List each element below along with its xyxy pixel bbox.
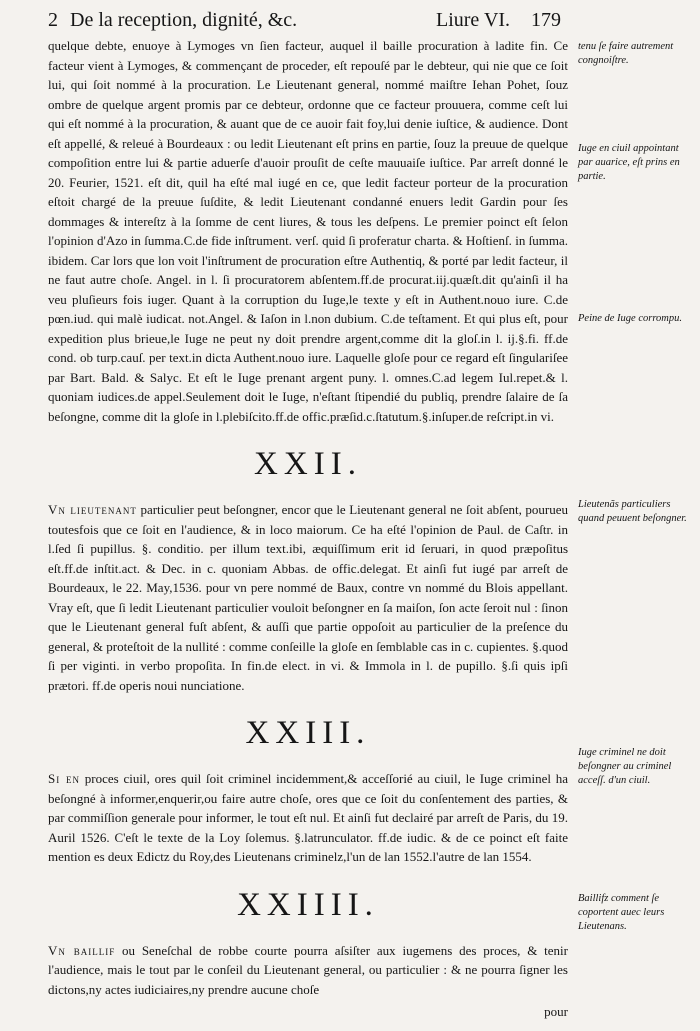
paragraph-3 — [48, 769, 568, 867]
paragraph-4-lead: Vn baillif — [48, 942, 116, 958]
section-heading-xxiiii: XXIIII. — [237, 886, 379, 923]
verso-page-number: 2 — [48, 9, 58, 31]
margin-note-5: Iuge criminel ne doit beſongner au criminel acceſſ. d'un ciuil. — [578, 747, 672, 786]
paragraph-2 — [48, 500, 568, 695]
paragraph-3-text: proces ciuil, ores quil ſoit criminel incidemment,& acceſſorié au ciuil, le Iuge criminel ha beſongné à informer,enquerir,ou faire autre choſe, ores que ce ſoit du conſentement des parties, & par commiſſion generale pour informer, le tout eſt nul. Et ainſi fut declairé par arreſt de Paris, du 19. Auril 1526. C'eſt le texte de la Loy ſolemus. §.latrunculator. ff.de iudic. & de ce poinct eſt faite mention es deux Edictz du Roy,des Lieutenans criminelz,l'un de lan 1552.l'autre de lan 1554. — [48, 771, 568, 864]
paragraph-4 — [48, 941, 568, 1000]
paragraph-3-lead: Si en — [48, 771, 80, 786]
margin-note-1: tenu ſe faire autrement congnoiſtre. — [578, 41, 674, 66]
page-header — [48, 6, 568, 34]
book-label: Liure VI. — [436, 9, 511, 31]
margin-note-3: Peine de Iuge corrompu. — [578, 313, 682, 324]
catchword: pour — [544, 1004, 568, 1019]
margin-note-6: Baillifz comment ſe coportent auec leurs Lieutenans. — [578, 893, 665, 932]
paragraph-4-text: ou Seneſchal de robbe courte pourra aſsiſter aux iugemens des proces, & tenir l'audience, mais le tout par le conſeil du Lieutenant general, ou particulier : & ne pourra ſigner les dictons,ny actes iudiciaires,ny prendre aucune choſe — [48, 942, 568, 997]
recto-page-number: 179 — [531, 9, 561, 31]
paragraph-2-lead: Vn lieutenant — [48, 502, 137, 517]
margin-notes — [578, 0, 696, 1031]
paragraph-2-text: particulier peut beſongner, encor que le Lieutenant general ne ſoit abſent, pourueu toutesfois que ce ſoit en l'audience, & in loco maiorum. Ce ha eſté l'opinion de Paul. de Caſtr. in l.ſed ſi pupillus. §. conditio. per illum text.ibi, æquiſſimum erit id ſeruari, in quod præpoſitus eſt.ff.de inſtit.act. & Dec. in c. quoniam Abbas. de offic.delegat. Et ainſi fut iugé par arreſt de Bourdeaux, le 22. May,1536. pour vn pere nommé de Baux, contre vn nommé du Blois appellant. Vray eſt, que ſi ledit Lieutenant particulier vouloit beſongner en ſa maiſon, ſon acte ſeroit nul : ſinon que le Lieutenant general fuſt abſent, & auſſi que partie oppoſoit au particulier de la preſence du general, & proteſtoit de la nullité : comme conſeille la gloſe en ſemblable cas in c. cupientes. §.quod ſi per viginti. in verbo propoſita. In fin.de elect. in vi. & Immola in l. de pupillo. §.ſi quis ipſi prætori. ff.de operis noui nunciatione. — [48, 502, 568, 693]
main-text-column — [48, 36, 568, 999]
paragraph-1: quelque debte, enuoye à Lymoges vn ſien facteur, auquel il baille procuration à ladite fin. Ce facteur vient à Lymoges, & commençant de proceder, eſt repouſé par le debteur, qui nie que ce ſoit lui, qui ſoit nommé à la procuration. Le Lieutenant general, nommé maiſtre Iehan Pohet, ſouz ombre de quelque argent promis par ce debteur, ordonne que ce facteur prouuera, comme ceſt lui qui eſt nommé à la procuration, & auant que de ce auoir fait foy,lui denie iuſtice, & audience. Dont eſt appellé, & releué à Bourdeaux : ou ledit Lieutenant eſt prins en partie, ſouz la preuue de quelque compoſition entre lui & partie aduerſe d'auoir prouſit de ceſte mauuaiſe iuſtice. Par arreſt donné le 20. Feurier, 1521. eſt dit, quil ha eſté mal iugé en ce, que ledit facteur porteur de la procuration eſtoit chargé de la preuue ſuſdite, & ledit Lieutenant condanné enuers ledit Gardin pour ſes dommages & intereſtz à la ſomme de cent liures, & tous les deſpens. Le premier poinct eſt ſelon l'opinion d'Azo in ſumma.C.de fide inſtrument. verſ. quid ſi proferatur charta. & Hoſtienſ. in ſumma. ibidem. Car lors que lon voit l'inſtrument de procuration eſtre Authentiq, & porté par ledit facteur, il ne faut autre choſe. Angel. in l. ſi procuratorem abſentem.ff.de procurat.iij.quæſt.dit qu'ainſi il ha veu pluſieurs fois iuger. Quant à la corruption du Iuge,le texte y eſt in Authent.nouo iure. C.de pœn.iud. qui malè iudicat. not.Angel. & Iaſon in l.non dubium. C.de teſtament. Et qui plus eſt, pour expedition plus brieue,le Iuge ne peut ny doit prendre argent,comme dit la gloſ.in l. ij.§.fi. ff.de cond. ob turp.cauſ. per text.in dicta Authent.nouo iure. Laquelle gloſe pour ce regard eſt ſingulariſee par Bart. Bald. & Salyc. Et eſt le Iuge prenant argent puny. l. omnes.C.ad legem Iul.repet.& l. quoniam iudices.de appel.Seulement doit le Iuge, n'eſtant ſtipendié du publiq, prendre ſalaire de ſa beſongne, comme dit la gloſe in l.plebiſcito.ff.de offic.præſid.c.ſtatutum.§.inſuper.de reſcript.in vi. — [48, 38, 568, 424]
running-title: De la reception, dignité, &c. — [70, 9, 298, 31]
margin-note-4: Lieutenãs particuliers quand peuuent beſongner. — [578, 499, 687, 524]
section-heading-xxiii: XXIII. — [245, 715, 371, 751]
margin-note-2: Iuge en ciuil appointant par auarice, eſt prins en partie. — [578, 143, 680, 182]
section-heading-xxii: XXII. — [254, 446, 362, 482]
